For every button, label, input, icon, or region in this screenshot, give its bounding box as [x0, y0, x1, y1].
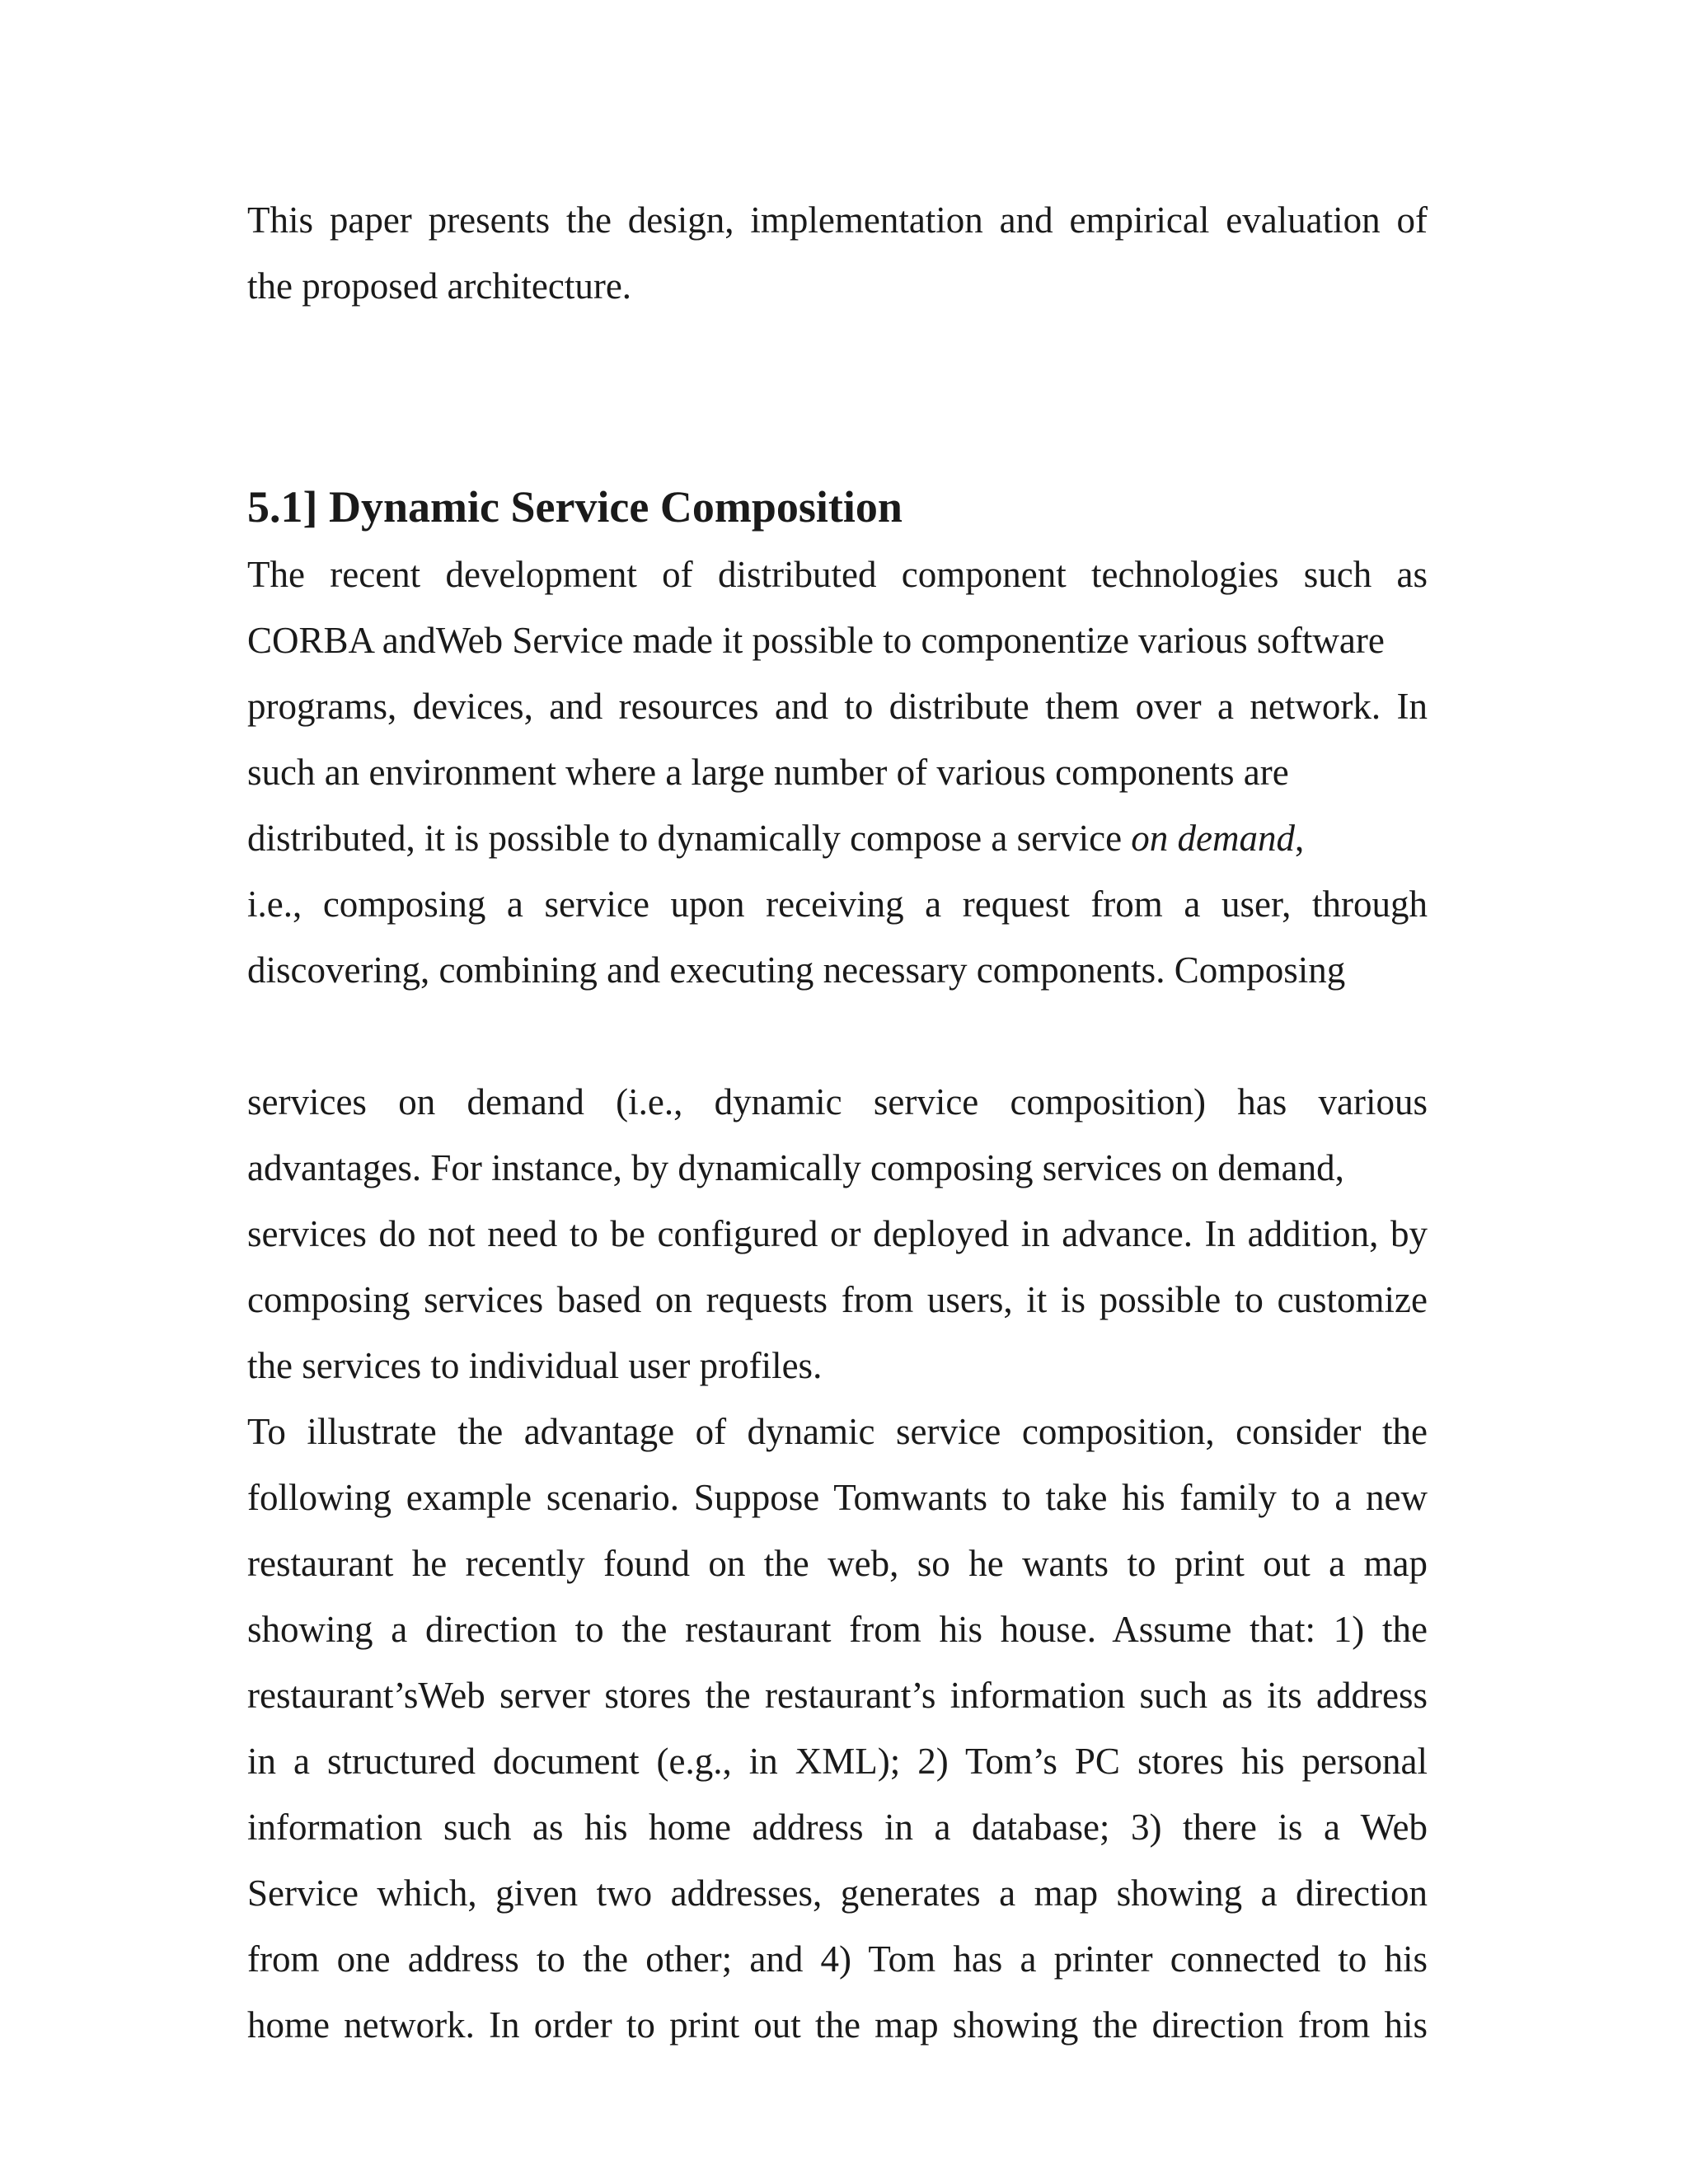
paragraph-line: The recent development of distributed component technologies such as	[247, 554, 1428, 595]
paragraph-line: the services to individual user profiles.	[247, 1345, 823, 1386]
paragraph-line: To illustrate the advantage of dynamic service composition, consider the	[247, 1411, 1428, 1452]
paragraph-line: services on demand (i.e., dynamic service composition) has various	[247, 1081, 1428, 1122]
paragraph-line: services do not need to be configured or deployed in advance. In addition, by	[247, 1213, 1428, 1254]
paragraph-line: Service which, given two addresses, generates a map showing a direction	[247, 1872, 1428, 1914]
paragraph-line: CORBA andWeb Service made it possible to componentize various software	[247, 620, 1385, 661]
paragraph-line	[247, 813, 1428, 863]
paragraph-line: discovering, combining and executing necessary components. Composing	[247, 949, 1346, 991]
paragraph-line: composing services based on requests from users, it is possible to customize	[247, 1279, 1428, 1320]
paragraph-line: advantages. For instance, by dynamically composing services on demand,	[247, 1147, 1344, 1188]
paragraph-line: such an environment where a large number of various components are	[247, 752, 1289, 793]
paragraph-line: from one address to the other; and 4) Tom has a printer connected to his	[247, 1938, 1428, 1980]
paragraph-text: ,	[1295, 818, 1305, 859]
italic-text: on demand	[1131, 818, 1296, 859]
paragraph-line: home network. In order to print out the map showing the direction from his	[247, 2004, 1428, 2046]
paragraph-line: in a structured document (e.g., in XML); 2) Tom’s PC stores his personal	[247, 1741, 1428, 1782]
paragraph-line: showing a direction to the restaurant from his house. Assume that: 1) the	[247, 1609, 1428, 1650]
paragraph-line: i.e., composing a service upon receiving a request from a user, through	[247, 883, 1428, 925]
paragraph-line: following example scenario. Suppose Tomwants to take his family to a new	[247, 1477, 1428, 1518]
intro-line: This paper presents the design, implementation and empirical evaluation of	[247, 199, 1428, 241]
section-heading: 5.1] Dynamic Service Composition	[247, 482, 903, 532]
paragraph-line: programs, devices, and resources and to distribute them over a network. In	[247, 686, 1428, 727]
paragraph-text: distributed, it is possible to dynamically compose a service	[247, 818, 1132, 859]
intro-line: the proposed architecture.	[247, 265, 632, 307]
paragraph-line: restaurant’sWeb server stores the restaurant’s information such as its address	[247, 1675, 1428, 1716]
paragraph-line: restaurant he recently found on the web, so he wants to print out a map	[247, 1543, 1428, 1584]
paragraph-line: information such as his home address in a database; 3) there is a Web	[247, 1807, 1428, 1848]
